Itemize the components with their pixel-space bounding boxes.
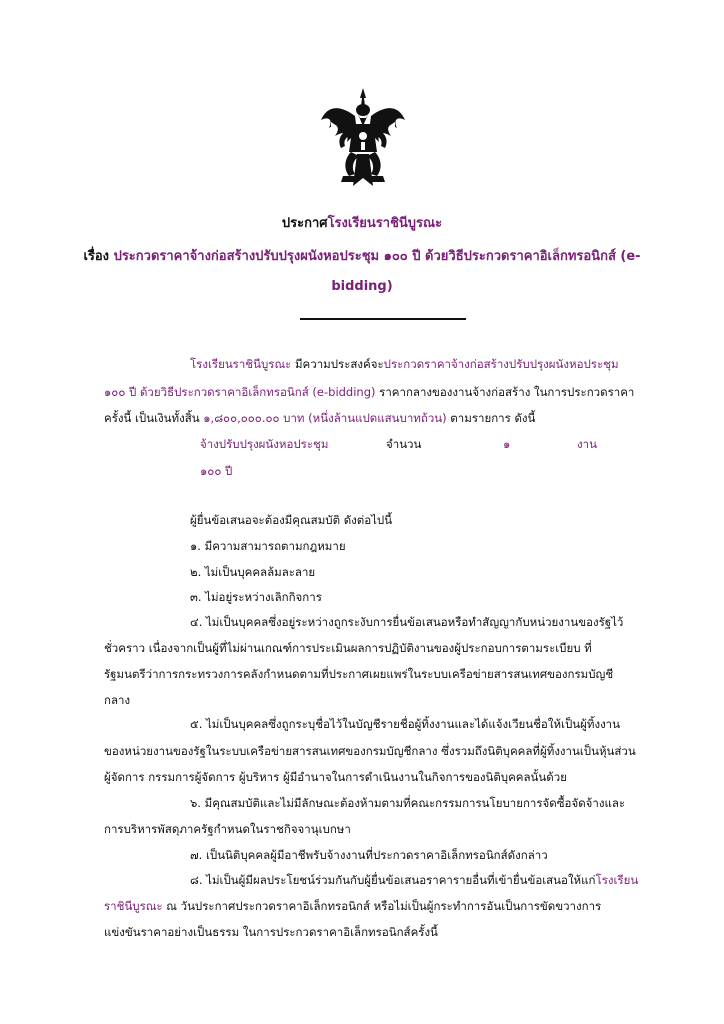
qualification-4-line-1: ๔. ไม่เป็นบุคคลซึ่งอยู่ระหว่างถูกระงับการยื่นข้อเสนอหรือทำสัญญากับหน่วยงานของรัฐไว้ xyxy=(190,615,624,629)
qualification-1: ๑. มีความสามารถตามกฎหมาย xyxy=(190,539,346,553)
intro-line-1 xyxy=(190,356,619,372)
qualification-5-line-3: ผู้จัดการ กรรมการผู้จัดการ ผู้บริหาร ผู้มีอำนาจในการดำเนินงานในกิจการของนิติบุคคลนั้นด้วย xyxy=(104,770,567,784)
q8-text-1: ๘. ไม่เป็นผู้มีผลประโยชน์ร่วมกันกับผู้ยื่นข้อเสนอราคารายอื่นที่เข้ายื่นข้อเสนอให้แก่ xyxy=(190,873,596,887)
qualification-6-line-2: การบริหารพัสดุภาครัฐกำหนดในราชกิจจานุเบกษา xyxy=(104,822,351,836)
qualification-6-line-1: ๖. มีคุณสมบัติและไม่มีลักษณะต้องห้ามตามที่คณะกรรมการนโยบายการจัดซื้อจัดจ้างและ xyxy=(190,796,626,810)
q8-school-1: โรงเรียน xyxy=(595,873,639,887)
qualification-4-line-4: กลาง xyxy=(104,693,131,707)
item-name: จ้างปรับปรุงผนังหอประชุม xyxy=(200,437,329,451)
item-qty-label: จำนวน xyxy=(386,437,422,451)
subject-line-1: ประกวดราคาจ้างก่อสร้างปรับปรุงผนังหอประชุม ๑๐๐ ปี ด้วยวิธีประกวดราคาอิเล็กทรอนิกส์ (e- xyxy=(113,249,641,264)
qualification-5-line-1: ๕. ไม่เป็นบุคคลซึ่งถูกระบุชื่อไว้ในบัญชีรายชื่อผู้ทิ้งงานและได้แจ้งเวียนชื่อให้เป็นผู้ทิ้งงาน xyxy=(190,717,620,731)
qualification-8-line-1 xyxy=(190,872,638,888)
q8-text-2: ณ วันประกาศประกวดราคาอิเล็กทรอนิกส์ หรือไม่เป็นผู้กระทำการอันเป็นการขัดขวางการ xyxy=(162,899,602,913)
qualification-4-line-2: ชั่วคราว เนื่องจากเป็นผู้ที่ไม่ผ่านเกณฑ์การประเมินผลการปฏิบัติงานของผู้ประกอบการตามระเบียบ ที่ xyxy=(104,641,592,655)
intro-line-2 xyxy=(104,384,634,400)
intro-line-3 xyxy=(104,410,535,426)
intro-text-2: ราคากลางของงานจ้างก่อสร้าง ในการประกวดราคา xyxy=(375,385,635,399)
intro-school: โรงเรียนราชินีบูรณะ xyxy=(190,357,292,371)
qualification-5-line-2: ของหน่วยงานของรัฐในระบบเครือข่ายสารสนเทศของกรมบัญชีกลาง ซึ่งรวมถึงนิติบุคคลที่ผู้ทิ้งงานเป็นหุ้นส่วน xyxy=(104,744,636,758)
subject-label: เรื่อง xyxy=(83,249,110,264)
qualification-2: ๒. ไม่เป็นบุคคลล้มละลาย xyxy=(190,565,316,579)
title-divider xyxy=(300,318,466,320)
qualification-8-line-2 xyxy=(104,898,601,914)
intro-purple-1: ประกวดราคาจ้างก่อสร้างปรับปรุงผนังหอประชุม xyxy=(383,357,619,371)
garuda-emblem-icon xyxy=(317,86,409,190)
intro-text-3a: ครั้งนี้ เป็นเงินทั้งสิ้น xyxy=(104,411,204,425)
intro-budget: ๑,๘๐๐,๐๐๐.๐๐ บาท (หนึ่งล้านแปดแสนบาทถ้วน) xyxy=(203,411,447,425)
qualifications-header: ผู้ยื่นข้อเสนอจะต้องมีคุณสมบัติ ดังต่อไปนี้ xyxy=(190,513,393,527)
announcement-subject xyxy=(60,242,664,302)
qualification-3: ๓. ไม่อยู่ระหว่างเลิกกิจการ xyxy=(190,590,322,604)
intro-purple-2: ๑๐๐ ปี ด้วยวิธีประกวดราคาอิเล็กทรอนิกส์ (e-bidding) xyxy=(104,385,376,399)
intro-text-1: มีความประสงค์จะ xyxy=(291,357,384,371)
qualification-4-line-3: รัฐมนตรีว่าการกระทรวงการคลังกำหนดตามที่ประกาศเผยแพร่ในระบบเครือข่ายสารสนเทศของกรมบัญชี xyxy=(104,667,614,681)
qualification-7: ๗. เป็นนิติบุคคลผู้มีอาชีพรับจ้างงานที่ประกวดราคาอิเล็กทรอนิกส์ดังกล่าว xyxy=(190,848,548,862)
subject-line-2: bidding) xyxy=(331,279,393,294)
q8-school-2: ราชินีบูรณะ xyxy=(104,899,163,913)
title-school: โรงเรียนราชินีบูรณะ xyxy=(327,216,443,231)
title-prefix: ประกาศ xyxy=(281,216,328,231)
announcement-title xyxy=(0,212,724,233)
item-qty: ๑ xyxy=(503,437,511,451)
qualification-8-line-3: แข่งขันราคาอย่างเป็นธรรม ในการประกวดราคาอิเล็กทรอนิกส์ครั้งนี้ xyxy=(104,925,438,939)
item-name-cont: ๑๐๐ ปี xyxy=(200,464,233,478)
item-unit: งาน xyxy=(577,437,597,451)
intro-text-3b: ตามรายการ ดังนี้ xyxy=(446,411,536,425)
